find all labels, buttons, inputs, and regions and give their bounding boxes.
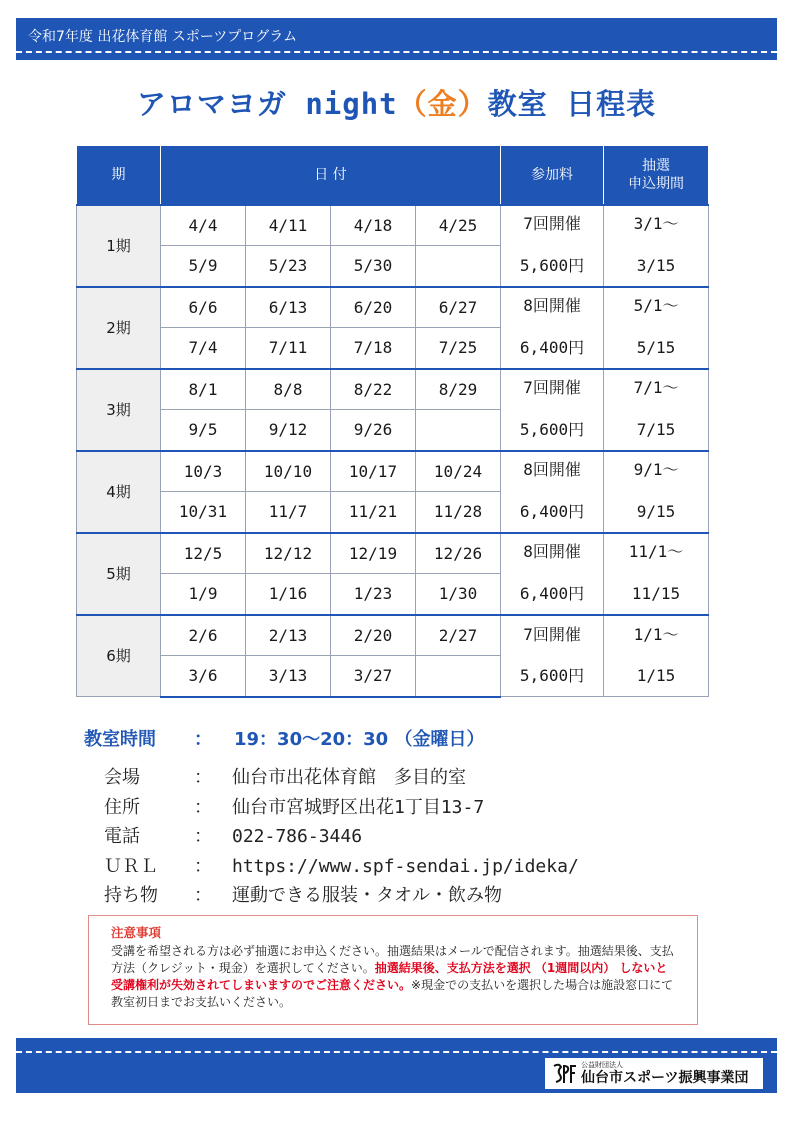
date-cell: 3/13 xyxy=(246,656,331,697)
lottery-period-cell xyxy=(604,369,709,451)
lottery-period-cell xyxy=(604,287,709,369)
period-cell: 4期 xyxy=(77,451,161,533)
date-cell: 1/9 xyxy=(161,574,246,615)
lottery-start: 1/1〜 xyxy=(633,624,679,644)
title-post: 教室 日程表 xyxy=(487,87,657,121)
lottery-end: 1/15 xyxy=(636,666,676,686)
date-cell: 7/18 xyxy=(331,328,416,369)
notice-text: 受講を希望される方は必ず抽選にお申込ください。抽選結果はメールで配信されます。抽選結果後、支払方法（クレジット・現金）を選択してください。 xyxy=(111,944,674,975)
date-cell: 12/12 xyxy=(246,533,331,574)
date-cell: 4/4 xyxy=(161,205,246,246)
lottery-period-cell xyxy=(604,205,709,287)
org-name: 仙台市スポーツ振興事業団 xyxy=(581,1070,749,1086)
period-cell: 2期 xyxy=(77,287,161,369)
info-label: 会場 xyxy=(104,767,140,788)
fee-cell xyxy=(501,287,604,369)
header-label: 令和7年度 出花体育館 スポーツプログラム xyxy=(28,29,298,45)
info-colon: ： xyxy=(194,826,212,847)
session-count: 8回開催 xyxy=(523,542,581,562)
info-value: 運動できる服装・タオル・飲み物 xyxy=(232,885,502,906)
header-lottery-line2: 申込期間 xyxy=(628,175,685,192)
info-colon: ： xyxy=(194,855,212,877)
table-row xyxy=(77,369,709,410)
lottery-start: 9/1〜 xyxy=(633,460,679,480)
info-row-belongings xyxy=(104,881,579,911)
fee-cell xyxy=(501,451,604,533)
table-row xyxy=(77,615,709,656)
lottery-start: 3/1〜 xyxy=(633,214,679,234)
url-link[interactable]: https://www.spf-sendai.jp/ideka/ xyxy=(232,855,579,877)
info-row-venue xyxy=(104,763,579,793)
footer-bar xyxy=(16,1038,777,1093)
class-time xyxy=(84,725,484,751)
date-cell: 10/31 xyxy=(161,492,246,533)
date-cell xyxy=(416,410,501,451)
fee-amount: 6,400円 xyxy=(519,337,585,357)
table-row xyxy=(77,451,709,492)
lottery-end: 11/15 xyxy=(631,583,681,603)
date-cell: 5/23 xyxy=(246,246,331,287)
date-cell: 9/26 xyxy=(331,410,416,451)
date-cell xyxy=(416,656,501,697)
title-kin: （金） xyxy=(397,87,488,121)
fee-amount: 6,400円 xyxy=(519,583,585,603)
info-row-url xyxy=(104,852,579,882)
table-row xyxy=(77,533,709,574)
session-count: 7回開催 xyxy=(523,378,581,398)
date-cell: 11/21 xyxy=(331,492,416,533)
info-label: 電話 xyxy=(104,826,140,847)
info-row-phone xyxy=(104,822,579,852)
footer-dash-line xyxy=(16,1051,777,1053)
notice-body xyxy=(111,943,679,1011)
notice-text-cash: ※現金での支払いを選択した場合は施設窓口にて教室初日までお支払いください。 xyxy=(111,978,674,1009)
date-cell: 2/27 xyxy=(416,615,501,656)
lottery-start: 11/1〜 xyxy=(628,542,684,562)
lottery-end: 7/15 xyxy=(636,419,676,439)
info-colon: ： xyxy=(194,885,212,906)
date-cell: 3/6 xyxy=(161,656,246,697)
lottery-end: 5/15 xyxy=(636,337,676,357)
date-cell: 12/19 xyxy=(331,533,416,574)
info-label: ＵＲＬ xyxy=(104,855,158,877)
date-cell: 10/3 xyxy=(161,451,246,492)
date-cell: 7/25 xyxy=(416,328,501,369)
lottery-end: 3/15 xyxy=(636,255,676,275)
header-lottery-line1: 抽選 xyxy=(642,157,671,174)
fee-amount: 5,600円 xyxy=(519,255,585,275)
date-cell: 6/27 xyxy=(416,287,501,328)
lottery-start: 7/1〜 xyxy=(633,378,679,398)
date-cell: 6/20 xyxy=(331,287,416,328)
period-cell: 6期 xyxy=(77,615,161,697)
lottery-end: 9/15 xyxy=(636,501,676,521)
date-cell: 8/8 xyxy=(246,369,331,410)
date-cell: 10/17 xyxy=(331,451,416,492)
date-cell: 12/5 xyxy=(161,533,246,574)
date-cell: 2/13 xyxy=(246,615,331,656)
date-cell: 8/29 xyxy=(416,369,501,410)
header-date: 日 付 xyxy=(161,146,501,205)
info-row-address xyxy=(104,793,579,823)
date-cell: 8/1 xyxy=(161,369,246,410)
fee-amount: 5,600円 xyxy=(519,419,585,439)
date-cell: 4/25 xyxy=(416,205,501,246)
fee-cell xyxy=(501,533,604,615)
fee-amount: 6,400円 xyxy=(519,501,585,521)
date-cell: 5/9 xyxy=(161,246,246,287)
header-period: 期 xyxy=(77,146,161,205)
class-time-label: 教室時間 xyxy=(84,729,156,750)
date-cell: 2/6 xyxy=(161,615,246,656)
info-colon: ： xyxy=(194,767,212,788)
page-title xyxy=(0,82,793,123)
date-cell: 11/7 xyxy=(246,492,331,533)
lottery-period-cell xyxy=(604,451,709,533)
date-cell: 12/26 xyxy=(416,533,501,574)
session-count: 7回開催 xyxy=(523,214,581,234)
date-cell: 1/30 xyxy=(416,574,501,615)
info-value: 仙台市宮城野区出花1丁目13-7 xyxy=(232,796,485,818)
date-cell: 3/27 xyxy=(331,656,416,697)
period-cell: 3期 xyxy=(77,369,161,451)
org-small-label: 公益財団法人 xyxy=(581,1061,623,1069)
period-cell: 5期 xyxy=(77,533,161,615)
org-logo xyxy=(545,1058,763,1089)
fee-cell xyxy=(501,205,604,287)
lottery-period-cell xyxy=(604,533,709,615)
fee-cell xyxy=(501,615,604,697)
date-cell xyxy=(416,246,501,287)
spf-logo-icon xyxy=(551,1061,577,1087)
class-time-value: 19：30〜20：30 （金曜日） xyxy=(234,729,485,750)
fee-cell xyxy=(501,369,604,451)
schedule-table xyxy=(76,145,709,698)
table-header-row xyxy=(77,146,709,205)
date-cell: 8/22 xyxy=(331,369,416,410)
info-colon: ： xyxy=(194,796,212,818)
title-main: アロマヨガ night xyxy=(136,87,398,121)
date-cell: 1/23 xyxy=(331,574,416,615)
date-cell: 6/6 xyxy=(161,287,246,328)
notice-heading: 注意事項 xyxy=(111,925,162,940)
session-count: 8回開催 xyxy=(523,296,581,316)
session-count: 7回開催 xyxy=(523,624,581,644)
info-value: 仙台市出花体育館 多目的室 xyxy=(232,767,466,788)
lottery-start: 5/1〜 xyxy=(633,296,679,316)
date-cell: 4/11 xyxy=(246,205,331,246)
date-cell: 2/20 xyxy=(331,615,416,656)
session-count: 8回開催 xyxy=(523,460,581,480)
date-cell: 6/13 xyxy=(246,287,331,328)
header-fee: 参加料 xyxy=(501,146,604,205)
date-cell: 10/24 xyxy=(416,451,501,492)
date-cell: 1/16 xyxy=(246,574,331,615)
date-cell: 10/10 xyxy=(246,451,331,492)
table-row xyxy=(77,287,709,328)
date-cell: 9/12 xyxy=(246,410,331,451)
date-cell: 5/30 xyxy=(331,246,416,287)
class-time-colon: ： xyxy=(194,729,212,750)
fee-amount: 5,600円 xyxy=(519,666,585,686)
date-cell: 7/11 xyxy=(246,328,331,369)
notice-box xyxy=(88,915,698,1025)
date-cell: 4/18 xyxy=(331,205,416,246)
info-label: 住所 xyxy=(104,796,140,818)
info-value: 022-786-3446 xyxy=(232,826,363,847)
info-label: 持ち物 xyxy=(104,885,158,906)
header-dash-line xyxy=(16,51,777,53)
info-list xyxy=(104,763,579,911)
table-row xyxy=(77,205,709,246)
header-lottery xyxy=(604,146,709,205)
header-bar xyxy=(16,18,777,60)
date-cell: 7/4 xyxy=(161,328,246,369)
date-cell: 11/28 xyxy=(416,492,501,533)
date-cell: 9/5 xyxy=(161,410,246,451)
notice-warning: 抽選結果後、支払方法を選択 （1週間以内） しないと受講権利が失効されてしまいますのでご注意ください。 xyxy=(111,961,668,992)
period-cell: 1期 xyxy=(77,205,161,287)
lottery-period-cell xyxy=(604,615,709,697)
